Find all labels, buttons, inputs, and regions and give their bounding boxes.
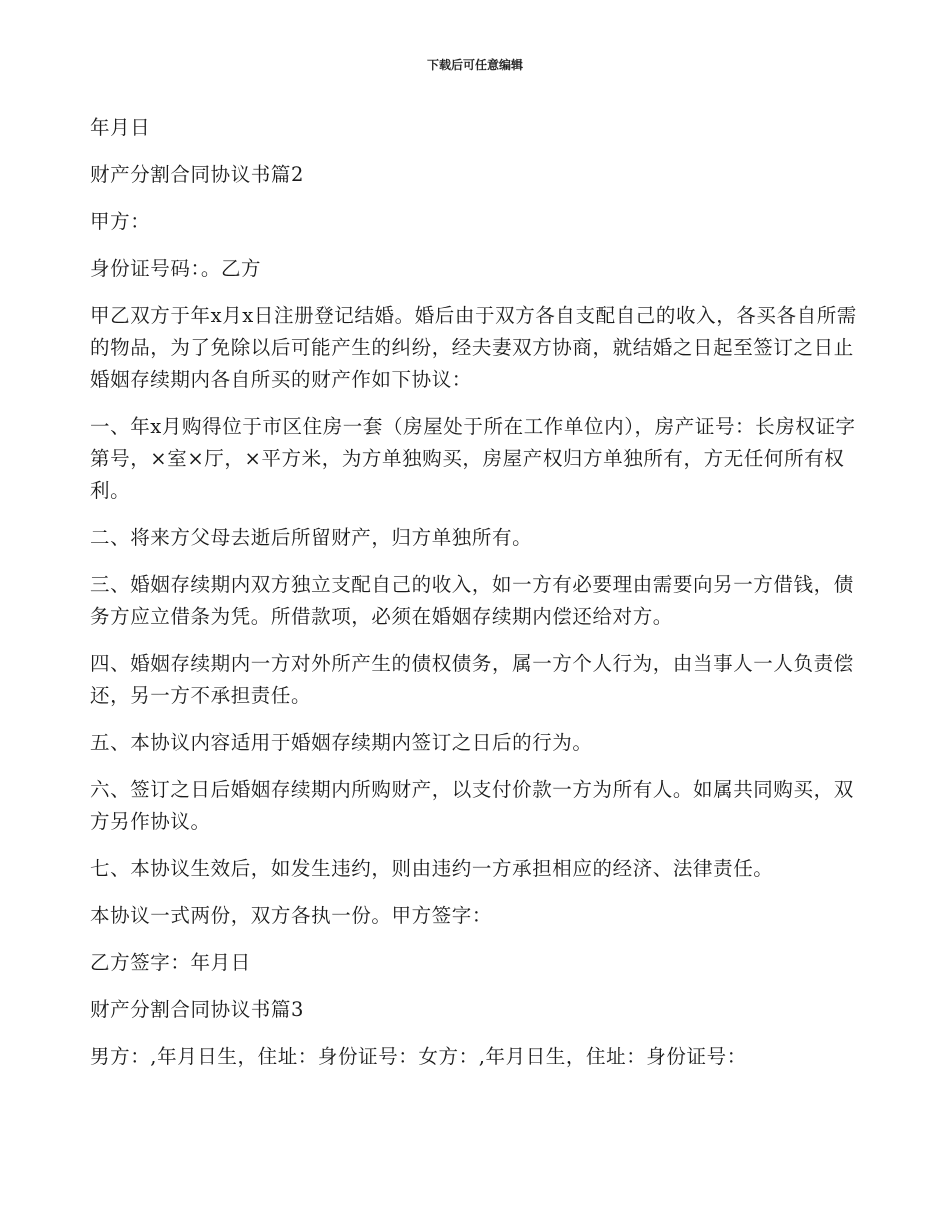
page-header: 下载后可任意编辑	[426, 58, 523, 72]
parties-info-line: 男方：,年月日生，住址：身份证号：女方：,年月日生，住址：身份证号：	[90, 1045, 747, 1068]
document-body	[90, 112, 860, 1088]
clause-7: 七、本协议生效后，如发生违约，则由违约一方承担相应的经济、法律责任。	[90, 857, 774, 880]
clause-4: 四、婚姻存续期内一方对外所产生的债权债务，属一方个人行为，由当事人一人负责偿还，另一方不承担责任。	[90, 652, 854, 707]
date-line: 年月日	[90, 116, 151, 139]
section-title-2: 财产分割合同协议书篇2	[90, 163, 305, 186]
party-b-signature-line: 乙方签字：年月日	[90, 951, 251, 974]
clause-5: 五、本协议内容适用于婚姻存续期内签订之日后的行为。	[90, 731, 593, 754]
clause-2: 二、将来方父母去逝后所留财产，归方单独所有。	[90, 526, 533, 549]
section-title-3: 财产分割合同协议书篇3	[90, 998, 305, 1021]
id-number-line: 身份证号码：。乙方	[90, 257, 262, 280]
preamble-paragraph: 甲乙双方于年x月x日注册登记结婚。婚后由于双方各自支配自己的收入，各买各自所需的物品，为了免除以后可能产生的纠纷，经夫妻双方协商，就结婚之日起至签订之日止婚姻存续期内各自所买的财产作如下协议：	[90, 304, 857, 391]
clause-1: 一、年x月购得位于市区住房一套（房屋处于所在工作单位内），房产证号：长房权证字第号，×室×厅，×平方米，为方单独购买，房屋产权归方单独所有，方无任何所有权利。	[90, 415, 856, 502]
clause-6: 六、签订之日后婚姻存续期内所购财产，以支付价款一方为所有人。如属共同购买，双方另作协议。	[90, 778, 854, 833]
clause-3: 三、婚姻存续期内双方独立支配自己的收入，如一方有必要理由需要向另一方借钱，债务方应立借条为凭。所借款项，必须在婚姻存续期内偿还给对方。	[90, 573, 854, 628]
party-a-line: 甲方：	[90, 210, 151, 233]
copies-signature-line: 本协议一式两份，双方各执一份。甲方签字：	[90, 904, 493, 927]
